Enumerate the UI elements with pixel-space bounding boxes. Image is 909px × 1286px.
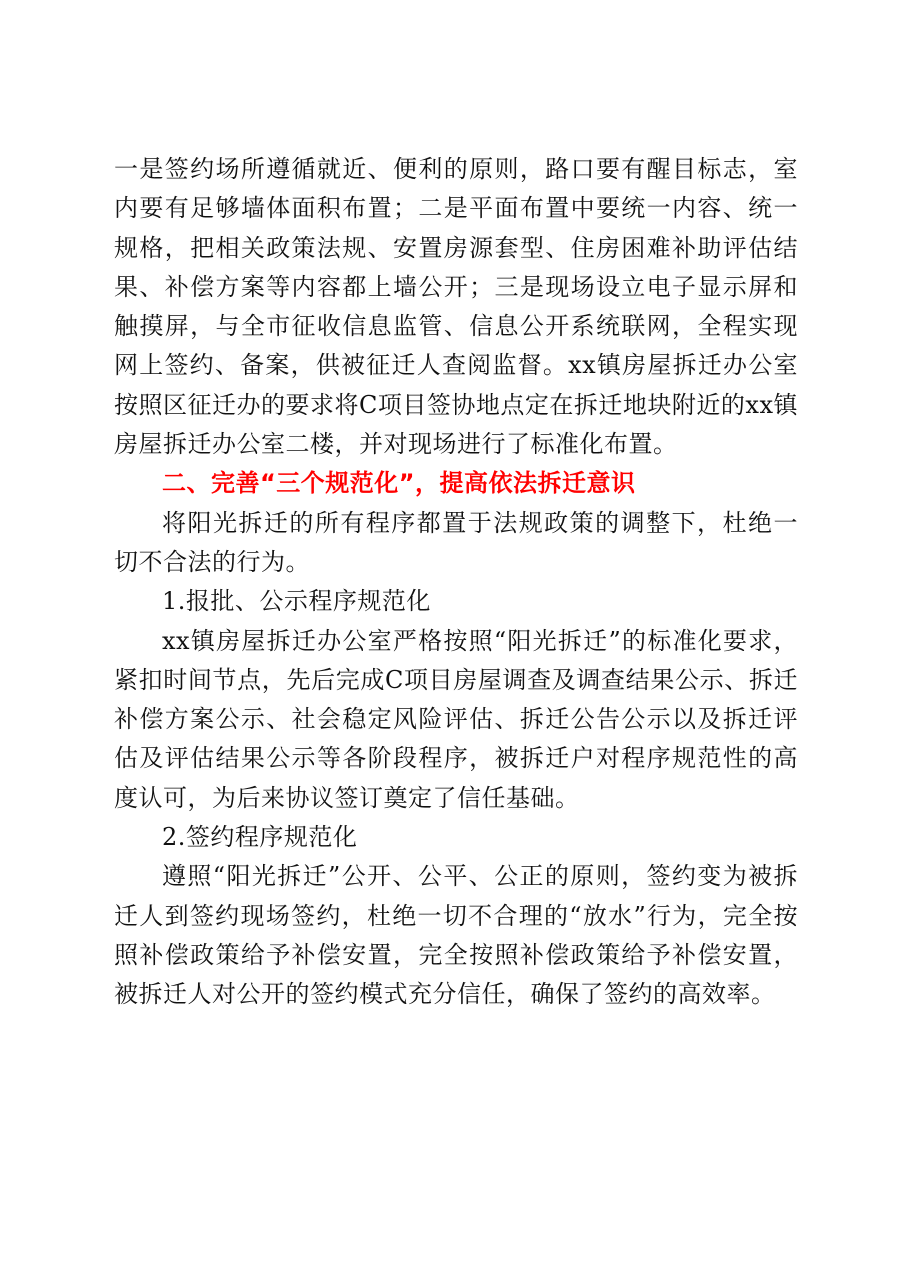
section-heading: 二、完善“三个规范化”，提高依法拆迁意识 [162, 469, 636, 498]
subheading-signing-procedure: 2.签约程序规范化 [162, 823, 358, 852]
paragraph-approval-publicity: xx镇房屋拆迁办公室严格按照“阳光拆迁”的标准化要求，紧扣时间节点，先后完成C项目房屋调查及调查结果公示、拆迁补偿方案公示、社会稳定风险评估、拆迁公告公示以及拆迁评估及评估结果公示等各阶段程序，被拆迁户对程序规范性的高度认可，为后来协议签订奠定了信任基础。 [114, 626, 798, 812]
document-body [114, 150, 798, 1015]
subheading-approval-publicity: 1.报批、公示程序规范化 [162, 587, 431, 616]
paragraph-signing-procedure: 遵照“阳光拆迁”公开、公平、公正的原则，签约变为被拆迁人到签约现场签约，杜绝一切不合理的“放水”行为，完全按照补偿政策给予补偿安置，完全按照补偿政策给予补偿安置，被拆迁人对公开的签约模式充分信任，确保了签约的高效率。 [114, 862, 798, 1009]
paragraph-legal-procedures: 将阳光拆迁的所有程序都置于法规政策的调整下，杜绝一切不合法的行为。 [114, 508, 798, 576]
paragraph-signing-venue: 一是签约场所遵循就近、便利的原则，路口要有醒目标志，室内要有足够墙体面积布置；二是平面布置中要统一内容、统一规格，把相关政策法规、安置房源套型、住房困难补助评估结果、补偿方案等内容都上墙公开；三是现场设立电子显示屏和触摸屏，与全市征收信息监管、信息公开系统联网，全程实现网上签约、备案，供被征迁人查阅监督。xx镇房屋拆迁办公室按照区征迁办的要求将C项目签协地点定在拆迁地块附近的xx镇房屋拆迁办公室二楼，并对现场进行了标准化布置。 [114, 155, 798, 459]
